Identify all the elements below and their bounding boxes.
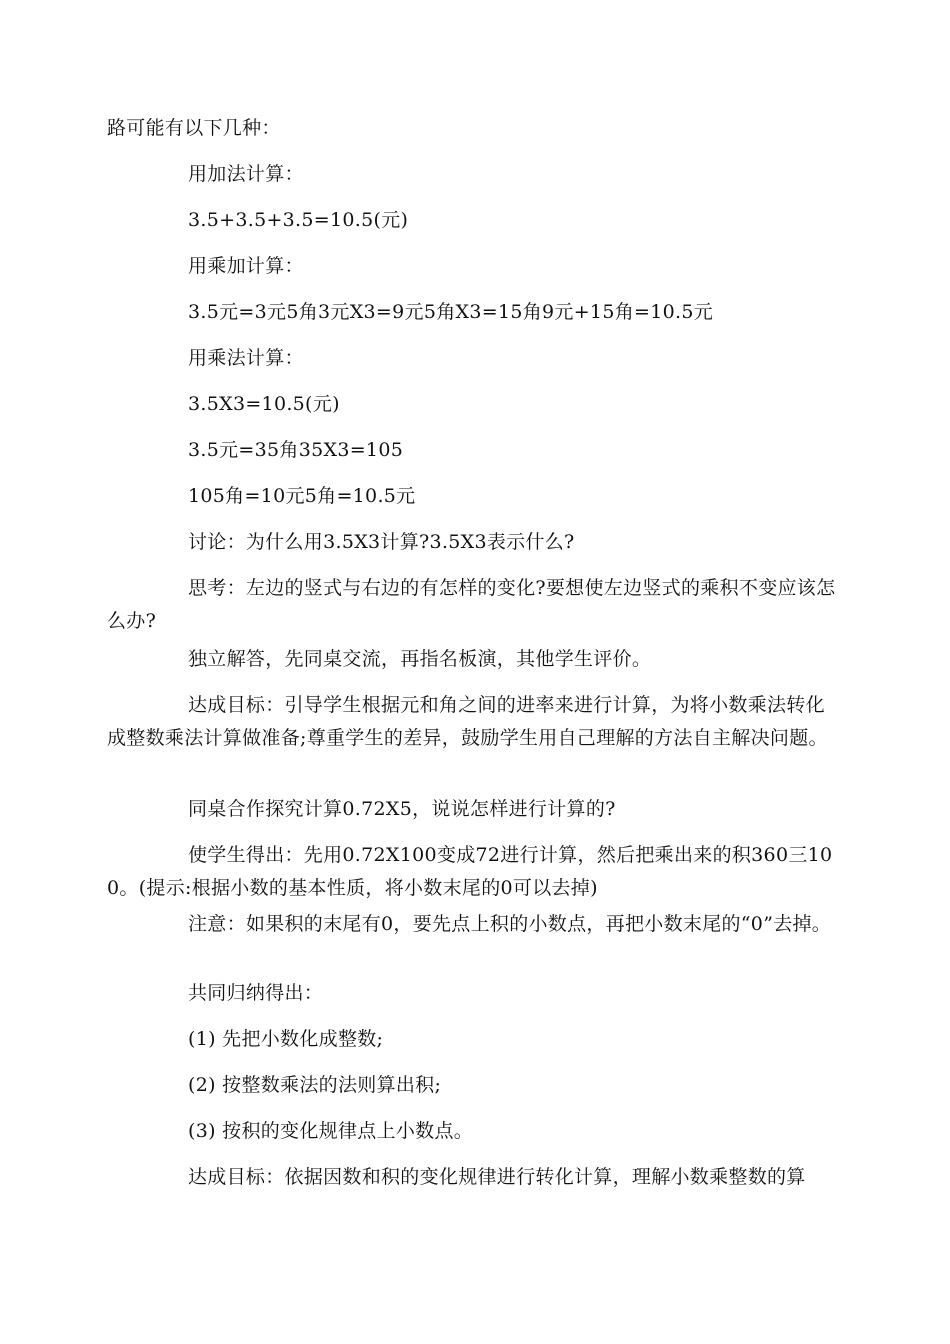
paragraph-addition-formula: 3.5+3.5+3.5=10.5(元): [188, 209, 409, 231]
paragraph-thinking: 思考：左边的竖式与右边的有怎样的变化?要想使左边竖式的乘积不变应该怎么办?: [107, 577, 836, 632]
paragraph-summary-heading: 共同归纳得出：: [188, 982, 324, 1004]
paragraph-step-3: (3) 按积的变化规律点上小数点。: [188, 1120, 474, 1142]
paragraph-multiplication-formula: 3.5X3=10.5(元): [188, 393, 340, 415]
paragraph-cooperation: 同桌合作探究计算0.72X5，说说怎样进行计算的?: [188, 798, 616, 820]
paragraph-step-2: (2) 按整数乘法的法则算出积;: [188, 1074, 442, 1096]
paragraph-note: 注意：如果积的末尾有0，要先点上积的小数点，再把小数末尾的“0”去掉。: [188, 913, 832, 935]
paragraph-students-conclude: 使学生得出：先用0.72X100变成72进行计算，然后把乘出来的积360三100。(提示:根据小数的基本性质，将小数末尾的0可以去掉): [107, 844, 833, 899]
paragraph-addition-heading: 用加法计算：: [188, 163, 304, 185]
paragraph-independent-answer: 独立解答，先同桌交流，再指名板演，其他学生评价。: [188, 648, 652, 670]
paragraph-multiply-add-heading: 用乘加计算：: [188, 255, 304, 277]
paragraph-step-1: (1) 先把小数化成整数;: [188, 1028, 384, 1050]
paragraph-multiply-add-formula: 3.5元=3元5角3元X3=9元5角X3=15角9元+15角=10.5元: [188, 301, 714, 323]
paragraph-goal-1: 达成目标：引导学生根据元和角之间的进率来进行计算，为将小数乘法转化成整数乘法计算做准备;尊重学生的差异，鼓励学生用自己理解的方法自主解决问题。: [107, 694, 828, 749]
paragraph-jiao-conversion: 3.5元=35角35X3=105: [188, 439, 404, 461]
paragraph-multiplication-heading: 用乘法计算：: [188, 347, 304, 369]
paragraph-yuan-result: 105角=10元5角=10.5元: [188, 485, 416, 507]
paragraph-intro: 路可能有以下几种：: [107, 117, 281, 139]
paragraph-discussion: 讨论：为什么用3.5X3计算?3.5X3表示什么?: [188, 531, 575, 553]
paragraph-goal-2: 达成目标：依据因数和积的变化规律进行转化计算，理解小数乘整数的算: [188, 1166, 806, 1188]
